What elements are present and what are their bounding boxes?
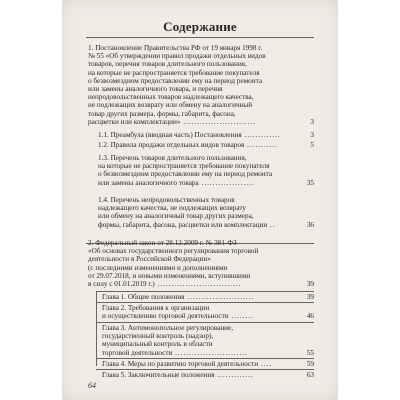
toc-entry-line: торговой деятельности .......................... [102,348,248,357]
toc-entry-line: на которые не распространяется требование покупателя [88,68,260,77]
toc-entry-line: на которые не распространяется требование покупателя [98,162,270,171]
toc-entry-line: или замены аналогичного товара ................... [98,178,255,187]
toc-entry-line: расцветки или комплектации» .......................... [88,117,256,126]
toc-entry-line: Глава 1. Общие положения ........................ [102,293,255,301]
toc-entry-2 [88,239,314,288]
toc-chapter-5 [102,371,314,379]
divider-line [86,37,314,38]
toc-entry-line: или обмену на аналогичный товар других размера, [98,212,254,221]
toc-chapter-1 [102,293,314,301]
toc-entry-line: № 55 «Об утверждении правил продажи отдельных видов [88,52,266,61]
toc-page-number: 39 [306,280,314,289]
toc-page-number: 36 [306,220,314,229]
toc-entry-1-2 [98,141,314,149]
divider-line [96,358,314,359]
toc-entry-line: непродовольственных товаров надлежащего качества, [88,93,254,102]
toc-entry-line: Глава 3. Антимонопольное регулирование, [102,324,233,332]
divider-line [96,322,314,323]
toc-page-number: 3 [310,131,314,139]
toc-entry-line: товар других размера, формы, габарита, фасона, [88,109,236,118]
toc-entry-line: о безвозмездном предоставлении ему на период ремонта [98,170,273,179]
toc-chapter-2 [102,304,314,320]
toc-entry-line: 1.3. Перечень товаров длительного пользования, [98,154,247,162]
divider-line [96,291,314,292]
book-page [62,0,338,400]
toc-entry-line: 1. Постановление Правительства РФ от 19 января 1998 г. [88,44,263,52]
toc-entry-line: надлежащего качества, не подлежащих возврату [98,204,247,213]
toc-page-number: 35 [306,178,314,187]
toc-page-number: 3 [310,117,314,126]
toc-entry-1-4 [98,196,314,229]
toc-page-number: 46 [306,312,314,321]
toc-entry-line: и осуществлению торговой деятельности ........ [102,312,254,321]
divider-line [96,302,314,303]
toc-chapter-4 [102,360,314,368]
page-title: Содержание [163,19,237,34]
toc-entry-1-1 [98,131,314,139]
toc-page-number: 59 [306,360,314,368]
toc-entry-line: муниципальный контроль в области [102,340,213,349]
toc-page-number: 5 [310,141,314,149]
divider-line [96,369,314,370]
toc-entry-line: Глава 2. Требования к организации [102,304,210,312]
toc-entry-line: «Об основах государственного регулирования торговой [88,247,259,256]
toc-entry-line: 1.1. Преамбула (вводная часть) Постановления ............. [98,131,281,139]
toc-page-number: 39 [306,293,314,301]
toc-entry-line: Глава 5. Заключительные положения ............. [102,371,254,379]
toc-entry-1 [88,44,314,126]
toc-entry-line: или замены аналогичного товара, и перечня [88,85,223,94]
toc-entry-line: деятельности в Российской Федерации» [88,255,211,264]
toc-entry-line: (с последними изменениями и дополнениями [88,263,228,272]
toc-entry-line: Глава 4. Меры по развитию торговой деятельности .... [102,360,273,368]
toc-chapter-3 [102,324,314,357]
toc-entry-line: 1.2. Правила продажи отдельных видов товаров ........... [98,141,278,149]
toc-entry-line: государственный контроль (надзор), [102,332,214,341]
page-number: 64 [88,381,96,390]
toc-entry-line: не подлежащих возврату или обмену на аналогичный [88,101,253,110]
toc-entry-line: 1.4. Перечень непродовольственных товаров [98,196,235,204]
toc-entry-line: в силу с 01.01.2019 г.) .............................. [88,280,242,289]
toc-entry-line: формы, габарита, фасона, расцветки или комплектации .. [98,220,276,229]
toc-page-number: 55 [306,348,314,357]
toc-entry-1-3 [98,154,314,187]
toc-entry-line: товаров, перечня товаров длительного пользования, [88,60,247,69]
toc-entry-line: 2. Федеральный закон от 28.12.2009 г. № 381-ФЗ [88,239,237,247]
toc-entry-line: от 29.07.2018, и новыми изменениями, вступившими [88,271,251,280]
toc-page-number: 63 [306,371,314,379]
toc-entry-line: о безвозмездном предоставлении ему на период ремонта [88,76,263,85]
